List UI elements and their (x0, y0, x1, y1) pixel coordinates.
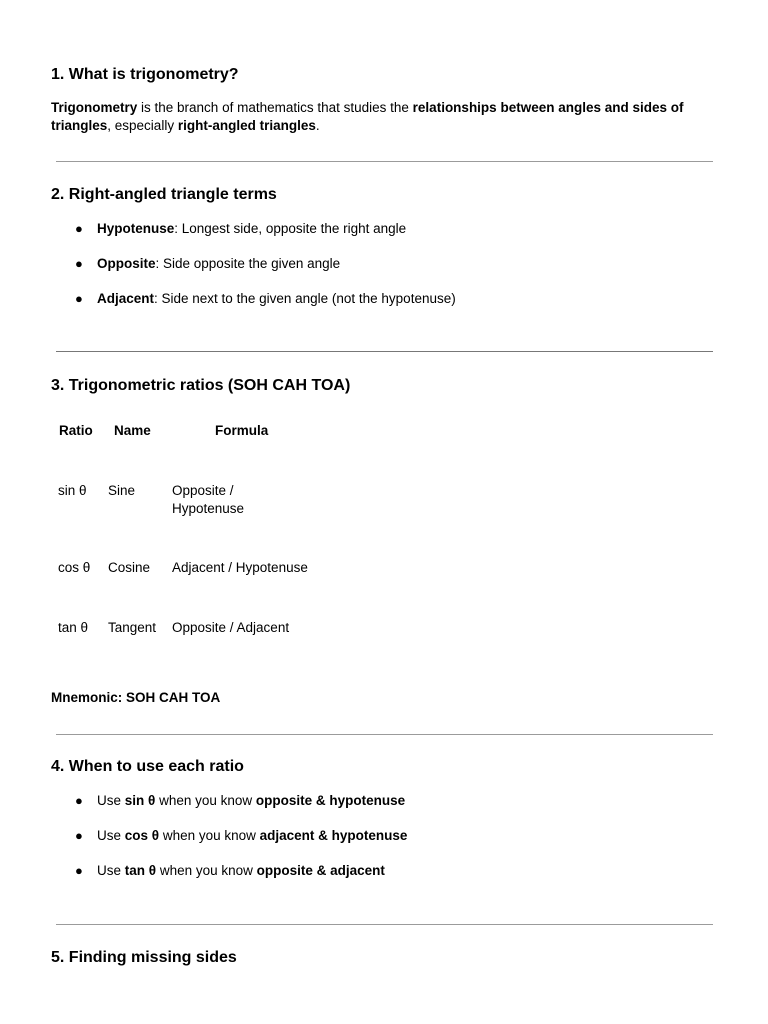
section-4-heading: 4. When to use each ratio (51, 758, 244, 775)
bullet-icon: ● (75, 256, 83, 271)
sides-label: opposite & adjacent (256, 863, 385, 878)
divider (56, 351, 713, 352)
table-cell-formula: Opposite / Hypotenuse (172, 483, 245, 516)
table-cell-ratio: tan θ (58, 620, 89, 635)
terms-list (0, 220, 700, 325)
bullet-icon: ● (75, 221, 83, 236)
column-header-ratio: Ratio (59, 423, 93, 438)
list-item (0, 255, 700, 290)
list-text: when you know (155, 793, 256, 808)
term-definition: : Side next to the given angle (not the hypotenuse) (154, 291, 456, 306)
list-text: Use (97, 863, 125, 878)
list-item (0, 792, 700, 827)
table-cell-name: Sine (108, 483, 136, 498)
table-cell-name: Cosine (108, 560, 151, 575)
list-item (0, 827, 700, 862)
term-label: Opposite (97, 256, 156, 271)
sides-label: adjacent & hypotenuse (259, 828, 408, 843)
list-item (0, 220, 700, 255)
divider (56, 734, 713, 735)
term-trigonometry: Trigonometry (51, 100, 138, 115)
divider (56, 924, 713, 925)
table-cell-ratio: sin θ (58, 483, 87, 498)
ratio-label: sin θ (124, 793, 156, 808)
list-text: Use (97, 828, 125, 843)
list-text: when you know (159, 828, 260, 843)
paragraph-text: , especially (107, 118, 178, 133)
section-2-heading: 2. Right-angled triangle terms (51, 186, 277, 203)
sides-label: opposite & hypotenuse (255, 793, 406, 808)
mnemonic-note: Mnemonic: SOH CAH TOA (51, 690, 221, 705)
divider (56, 161, 713, 162)
paragraph-text: . (315, 118, 320, 133)
paragraph-emphasis: relationships between angles and sides of triangles (51, 100, 684, 133)
section-5-heading: 5. Finding missing sides (51, 949, 237, 966)
bullet-icon: ● (75, 863, 83, 878)
table-cell-ratio: cos θ (58, 560, 91, 575)
term-label: Hypotenuse (97, 221, 175, 236)
paragraph-text: is the branch of mathematics that studies the (137, 100, 413, 115)
list-item (0, 290, 700, 325)
section-1-paragraph (51, 99, 731, 135)
list-text: Use (97, 793, 125, 808)
section-1-heading: 1. What is trigonometry? (51, 66, 239, 83)
paragraph-emphasis: right-angled triangles (177, 118, 316, 133)
list-text: when you know (156, 863, 257, 878)
table-cell-formula: Opposite / Adjacent (172, 620, 290, 635)
table-cell-formula: Adjacent / Hypotenuse (172, 560, 308, 575)
usage-list (0, 792, 700, 897)
table-cell-name: Tangent (108, 620, 157, 635)
ratio-label: tan θ (124, 863, 157, 878)
section-3-heading: 3. Trigonometric ratios (SOH CAH TOA) (51, 377, 351, 394)
bullet-icon: ● (75, 291, 83, 306)
bullet-icon: ● (75, 828, 83, 843)
list-item (0, 862, 700, 897)
column-header-name: Name (114, 423, 151, 438)
term-definition: : Longest side, opposite the right angle (174, 221, 407, 236)
term-label: Adjacent (97, 291, 155, 306)
column-header-formula: Formula (215, 423, 269, 438)
ratio-label: cos θ (124, 828, 160, 843)
bullet-icon: ● (75, 793, 83, 808)
term-definition: : Side opposite the given angle (155, 256, 341, 271)
